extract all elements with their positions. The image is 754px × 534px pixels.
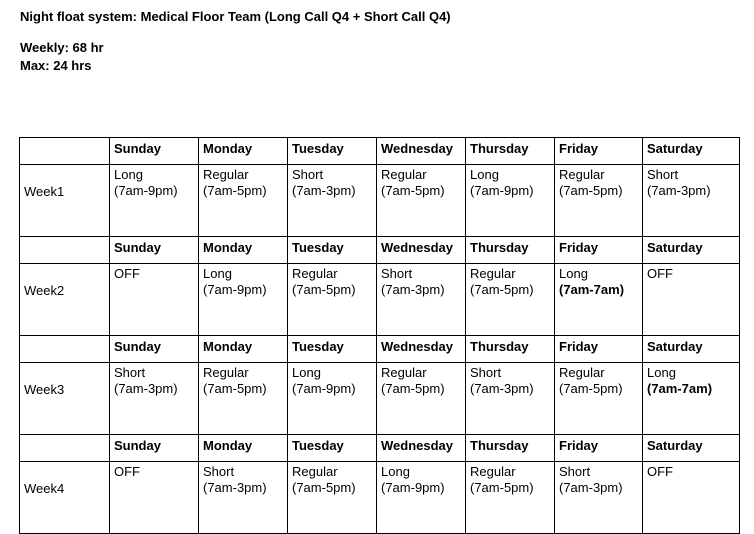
shift-type: Regular [203,365,249,380]
day-header-row [20,138,740,165]
shift-type: Long [203,266,232,281]
document-title: Night float system: Medical Floor Team (Long Call Q4 + Short Call Q4) [20,9,451,24]
shift-time: (7am-3pm) [203,480,267,495]
day-header-sunday: Sunday [110,435,199,462]
shift-type: Regular [559,365,605,380]
shift-type: Short [381,266,413,281]
shift-time: (7am-5pm) [470,480,534,495]
shift-type: Regular [470,464,516,479]
day-header-tuesday: Tuesday [288,237,377,264]
shift-type: Long [559,266,588,281]
shift-cell [555,462,643,534]
week-row [20,165,740,237]
shift-time: (7am-5pm) [381,381,445,396]
schedule-body [20,138,740,534]
shift-cell [288,264,377,336]
shift-type: Regular [292,464,338,479]
shift-time: (7am-3pm) [559,480,623,495]
shift-cell [199,165,288,237]
max-hours: Max: 24 hrs [20,58,92,73]
day-header-tuesday: Tuesday [288,336,377,363]
day-header-monday: Monday [199,435,288,462]
shift-cell [643,264,740,336]
shift-type: OFF [114,266,140,281]
shift-type: Short [470,365,502,380]
shift-type: Regular [381,365,427,380]
shift-type: Long [647,365,676,380]
day-header-friday: Friday [555,138,643,165]
shift-time: (7am-9pm) [114,183,178,198]
shift-time: (7am-5pm) [470,282,534,297]
shift-type: Long [292,365,321,380]
shift-type: Short [559,464,591,479]
day-header-wednesday: Wednesday [377,435,466,462]
shift-cell [466,363,555,435]
shift-cell [199,264,288,336]
shift-type: OFF [647,464,673,479]
day-header-row [20,336,740,363]
day-header-monday: Monday [199,237,288,264]
week-row [20,462,740,534]
day-header-wednesday: Wednesday [377,138,466,165]
shift-time: (7am-7am) [559,282,625,297]
week-label: Week2 [20,264,110,336]
shift-cell [288,363,377,435]
shift-cell [110,462,199,534]
shift-cell [377,264,466,336]
shift-time: (7am-9pm) [381,480,445,495]
day-header-saturday: Saturday [643,237,740,264]
day-header-sunday: Sunday [110,336,199,363]
shift-cell [466,264,555,336]
shift-type: Short [292,167,324,182]
shift-time: (7am-3pm) [647,183,711,198]
header-blank-cell [20,435,110,462]
shift-type: Regular [470,266,516,281]
shift-type: Short [203,464,235,479]
shift-type: Long [470,167,499,182]
day-header-tuesday: Tuesday [288,138,377,165]
shift-cell [466,462,555,534]
day-header-friday: Friday [555,435,643,462]
shift-cell [643,165,740,237]
shift-time: (7am-5pm) [292,480,356,495]
header-blank-cell [20,138,110,165]
shift-type: OFF [647,266,673,281]
day-header-thursday: Thursday [466,435,555,462]
schedule-table [19,137,740,534]
shift-type: OFF [114,464,140,479]
day-header-monday: Monday [199,336,288,363]
shift-cell [377,462,466,534]
shift-time: (7am-5pm) [381,183,445,198]
shift-type: Short [114,365,146,380]
header-blank-cell [20,237,110,264]
week-label: Week3 [20,363,110,435]
shift-time: (7am-9pm) [470,183,534,198]
header-blank-cell [20,336,110,363]
shift-cell [199,363,288,435]
shift-time: (7am-3pm) [292,183,356,198]
day-header-friday: Friday [555,336,643,363]
week-row [20,363,740,435]
shift-cell [643,462,740,534]
day-header-thursday: Thursday [466,336,555,363]
shift-time: (7am-5pm) [203,381,267,396]
day-header-sunday: Sunday [110,138,199,165]
day-header-thursday: Thursday [466,138,555,165]
shift-time: (7am-5pm) [559,381,623,396]
shift-type: Regular [203,167,249,182]
shift-cell [199,462,288,534]
day-header-friday: Friday [555,237,643,264]
shift-cell [288,462,377,534]
shift-cell [110,264,199,336]
shift-time: (7am-5pm) [292,282,356,297]
shift-time: (7am-9pm) [292,381,356,396]
shift-type: Regular [292,266,338,281]
day-header-saturday: Saturday [643,435,740,462]
shift-type: Regular [559,167,605,182]
shift-type: Long [381,464,410,479]
shift-time: (7am-5pm) [559,183,623,198]
day-header-saturday: Saturday [643,138,740,165]
shift-cell [555,165,643,237]
shift-time: (7am-9pm) [203,282,267,297]
week-label: Week1 [20,165,110,237]
week-label: Week4 [20,462,110,534]
shift-type: Regular [381,167,427,182]
shift-cell [110,363,199,435]
day-header-monday: Monday [199,138,288,165]
day-header-tuesday: Tuesday [288,435,377,462]
shift-time: (7am-3pm) [114,381,178,396]
day-header-saturday: Saturday [643,336,740,363]
shift-time: (7am-5pm) [203,183,267,198]
day-header-wednesday: Wednesday [377,336,466,363]
shift-type: Long [114,167,143,182]
shift-cell [110,165,199,237]
shift-cell [377,363,466,435]
day-header-row [20,435,740,462]
day-header-thursday: Thursday [466,237,555,264]
shift-cell [466,165,555,237]
shift-type: Short [647,167,679,182]
day-header-sunday: Sunday [110,237,199,264]
shift-time: (7am-7am) [647,381,713,396]
shift-cell [555,264,643,336]
shift-cell [288,165,377,237]
weekly-hours: Weekly: 68 hr [20,40,104,55]
day-header-wednesday: Wednesday [377,237,466,264]
day-header-row [20,237,740,264]
shift-time: (7am-3pm) [470,381,534,396]
shift-cell [377,165,466,237]
shift-time: (7am-3pm) [381,282,445,297]
shift-cell [643,363,740,435]
week-row [20,264,740,336]
shift-cell [555,363,643,435]
